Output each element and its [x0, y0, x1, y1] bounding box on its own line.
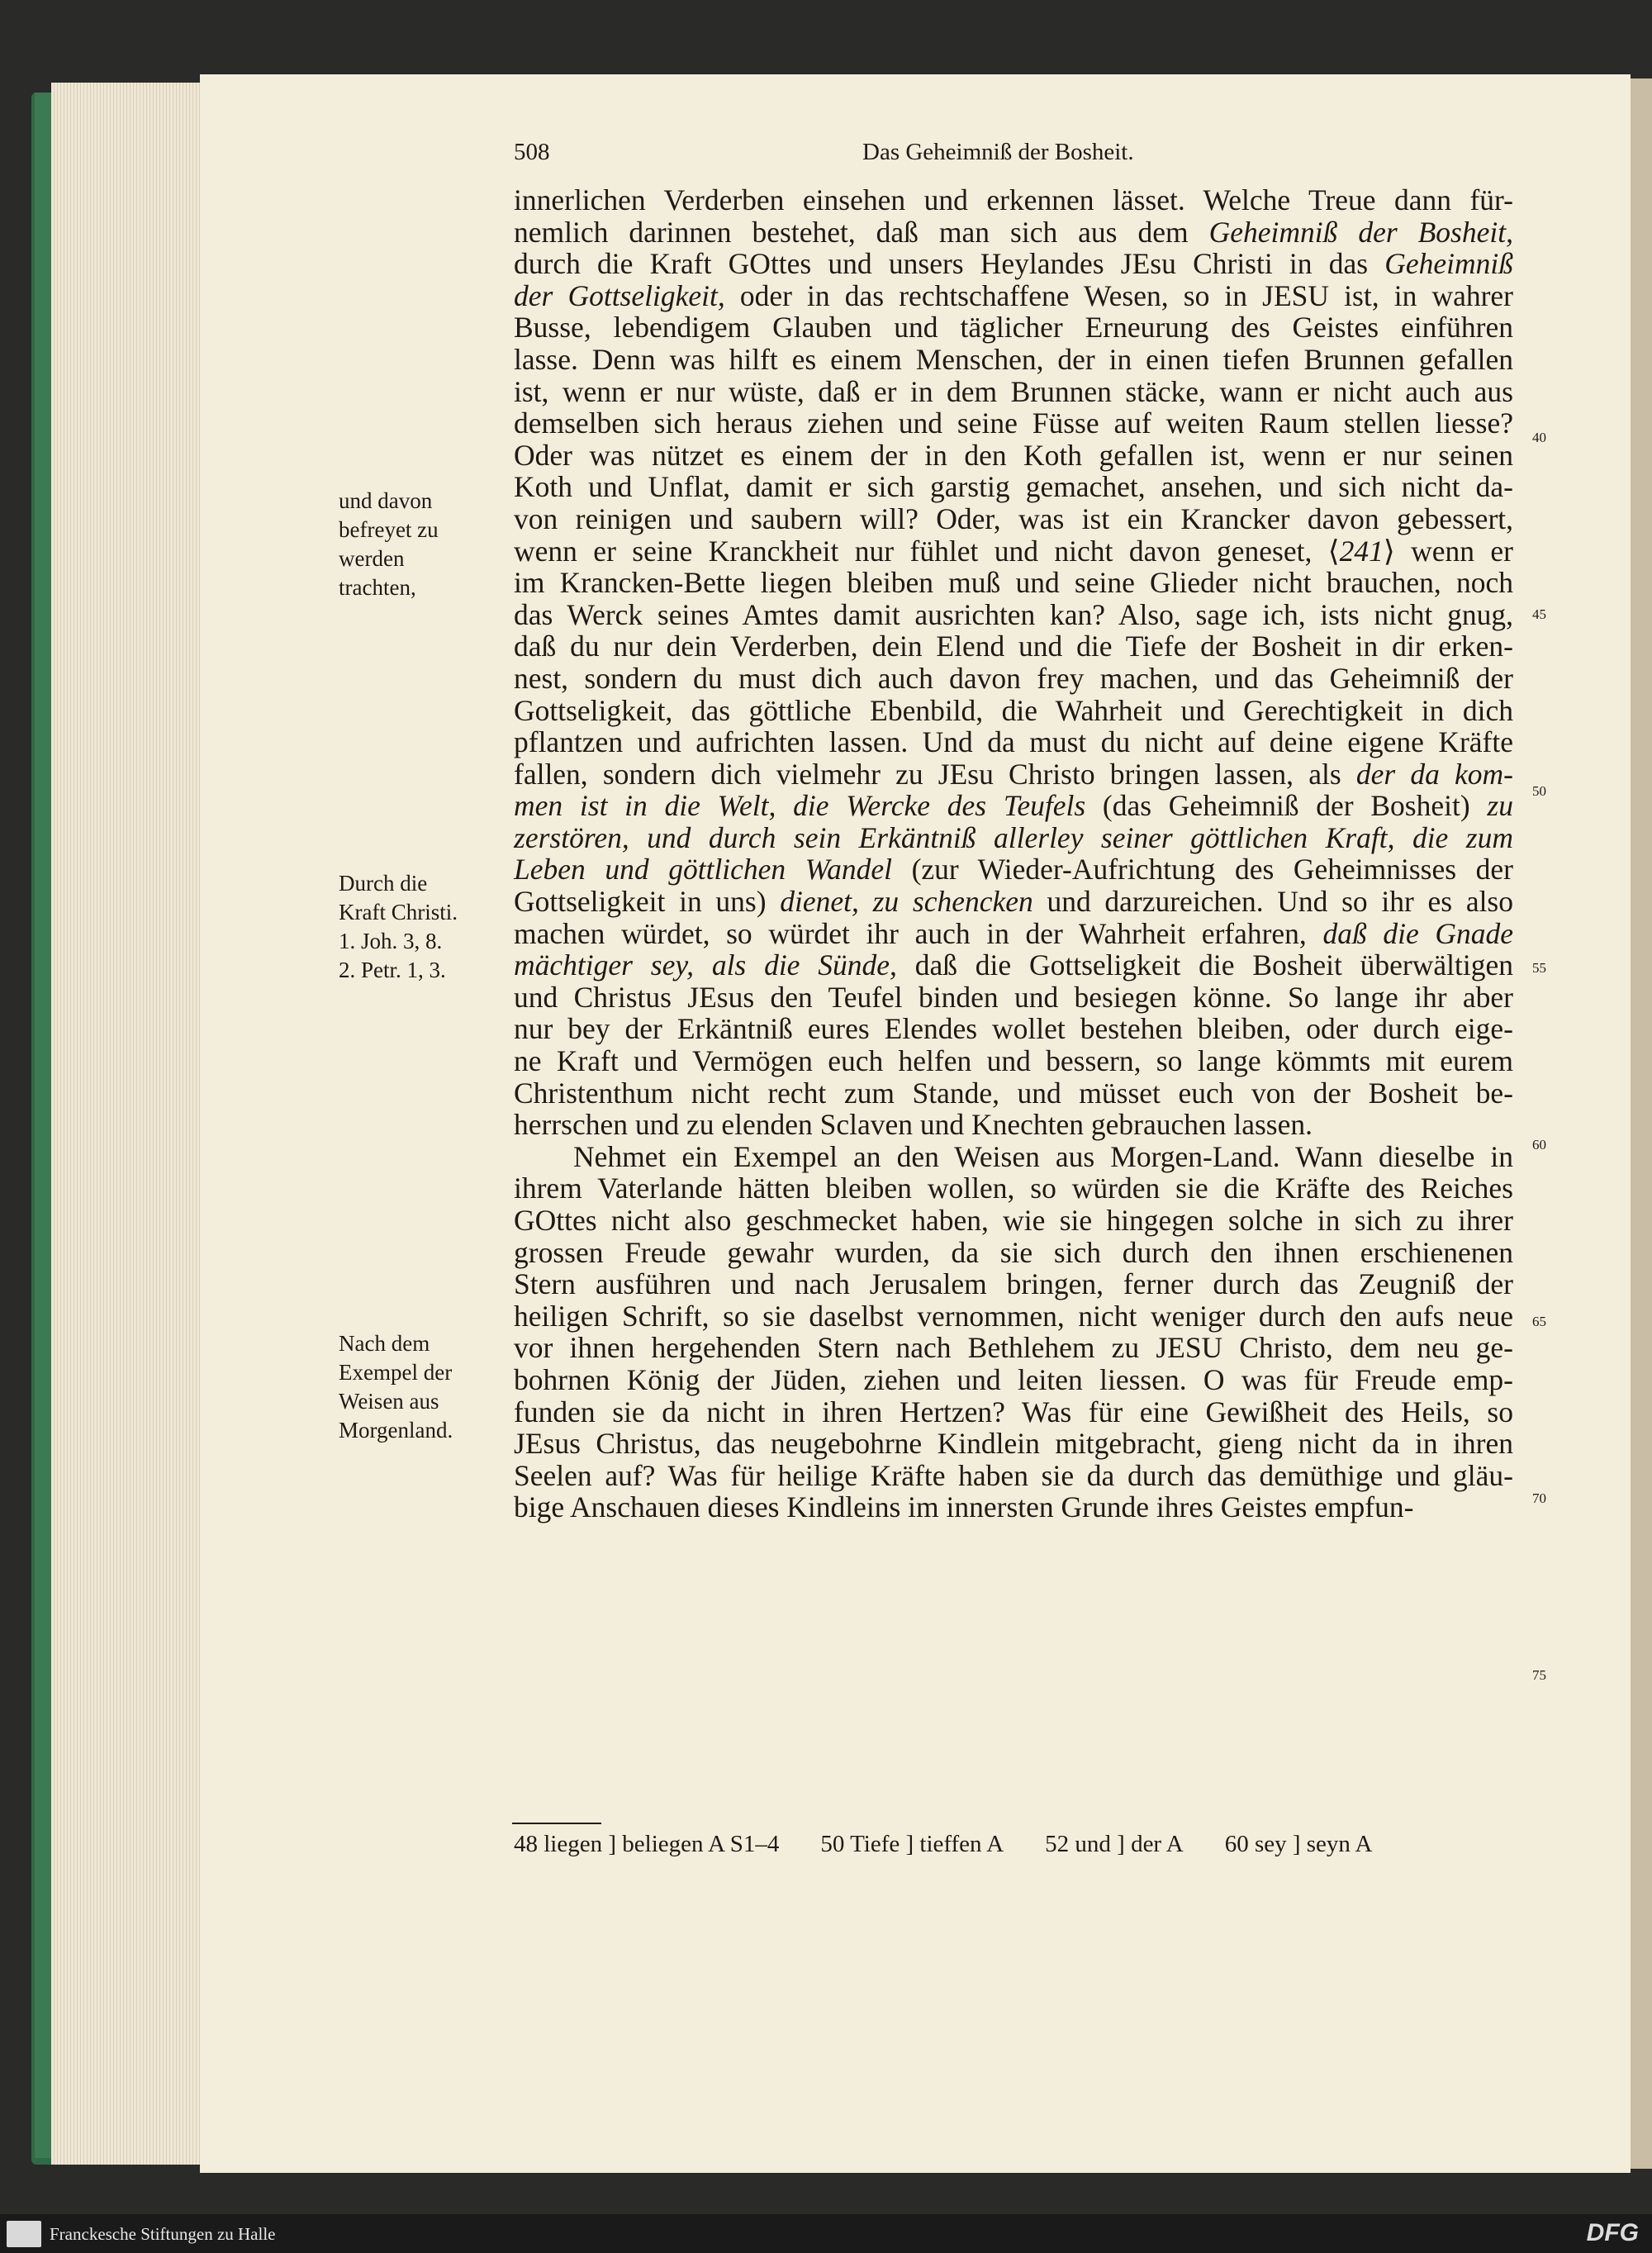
text-line: Stern ausführen und nach Jerusalem bringen, ferner durch das Zeugniß der	[514, 1267, 1513, 1301]
line-number: 65	[1532, 1314, 1546, 1329]
line-number: 40	[1532, 430, 1546, 445]
footnote-entry: 60 sey ] seyn A	[1224, 1831, 1373, 1857]
text-line: heiligen Schrift, so sie daselbst vernommen, nicht weniger durch den aufs neue	[514, 1299, 1513, 1333]
text-line: grossen Freude gewahr wurden, da sie sich durch den ihnen erschienenen	[514, 1235, 1513, 1269]
running-title: Das Geheimniß der Bosheit.	[862, 139, 1134, 165]
margin-note-line: Weisen aus	[339, 1389, 439, 1414]
text-line: GOttes nicht also geschmecket haben, wie sie hingegen solche in sich zu ihrer	[514, 1204, 1513, 1237]
line-number: 45	[1532, 606, 1546, 622]
text-line: bige Anschauen dieses Kindleins im innersten Grunde ihres Geistes empfun-	[514, 1490, 1414, 1524]
line-number: 55	[1532, 960, 1546, 976]
text-line: zerstören, und durch sein Erkäntniß allerley seiner göttlichen Kraft, die zum	[514, 820, 1513, 854]
text-line: funden sie da nicht in ihren Hertzen? Was für eine Gewißheit des Heils, so	[514, 1395, 1513, 1428]
text-line: nemlich darinnen bestehet, daß man sich aus dem Geheimniß der Bosheit,	[514, 215, 1513, 249]
text-line: vor ihnen hergehenden Stern nach Bethlehem zu JESU Christo, dem neu ge-	[514, 1331, 1513, 1365]
page-number: 508	[514, 139, 550, 165]
text-line: von reinigen und saubern will? Oder, was ist ein Krancker davon gebessert,	[514, 501, 1513, 535]
text-line: Oder was nützet es einem der in den Koth gefallen ist, wenn er nur seinen	[514, 438, 1513, 472]
text-line: Leben und göttlichen Wandel (zur Wieder-Aufrichtung des Geheimnisses der	[514, 853, 1513, 886]
main-text-block	[514, 184, 1513, 1523]
text-line: bohrnen König der Jüden, ziehen und leiten liessen. O was für Freude emp-	[514, 1362, 1513, 1396]
text-line: JEsus Christus, das neugebohrne Kindlein mitgebracht, gieng nicht da in ihren	[514, 1427, 1513, 1461]
text-line: wenn er seine Kranckheit nur fühlet und nicht davon geneset, ⟨241⟩ wenn er	[514, 534, 1514, 568]
running-head	[514, 139, 1513, 172]
text-line: herrschen und zu elenden Sclaven und Knechten gebrauchen lassen.	[514, 1108, 1313, 1142]
institution-logo-icon	[7, 2221, 41, 2247]
margin-note-line: 1. Joh. 3, 8.	[339, 929, 443, 953]
text-line: mächtiger sey, als die Sünde, daß die Gottseligkeit die Bosheit überwältigen	[514, 948, 1513, 982]
line-number: 50	[1532, 783, 1546, 799]
footnote-entry: 52 und ] der A	[1045, 1831, 1184, 1857]
text-line: daß du nur dein Verderben, dein Elend und die Tiefe der Bosheit in dir erken-	[514, 630, 1513, 663]
margin-note-line: Exempel der	[339, 1360, 453, 1385]
line-number: 75	[1532, 1667, 1546, 1683]
text-line: durch die Kraft GOttes und unsers Heylandes JEsu Christi in das Geheimniß	[514, 247, 1513, 281]
margin-note-line: und davon	[339, 488, 433, 513]
text-line: Busse, lebendigem Glauben und täglicher Erneurung des Geistes einführen	[514, 311, 1513, 345]
text-line: ihrem Vaterlande hätten bleiben wollen, so würden sie die Kräfte des Reiches	[514, 1172, 1513, 1205]
margin-note-line: Kraft Christi.	[339, 900, 458, 924]
footnote-entry: 50 Tiefe ] tieffen A	[820, 1831, 1004, 1857]
text-line: fallen, sondern dich vielmehr zu JEsu Christo bringen lassen, als der da kom-	[514, 757, 1513, 791]
text-line: nest, sondern du must dich auch davon frey machen, und das Geheimniß der	[514, 661, 1513, 695]
institution-name: Franckesche Stiftungen zu Halle	[50, 2224, 276, 2244]
text-line: men ist in die Welt, die Wercke des Teufels (das Geheimniß der Bosheit) zu	[514, 789, 1513, 823]
dfg-logo: DFG	[1586, 2219, 1639, 2246]
text-line: Christenthum nicht recht zum Stande, und müsset euch von der Bosheit be-	[514, 1076, 1513, 1110]
critical-apparatus	[514, 1831, 1513, 1858]
text-line: im Krancken-Bette liegen bleiben muß und seine Glieder nicht brauchen, noch	[514, 566, 1513, 600]
text-line: Nehmet ein Exempel an den Weisen aus Morgen-Land. Wann dieselbe in	[573, 1139, 1513, 1173]
text-line: das Werck seines Amtes damit ausrichten kan? Also, sage ich, ists nicht gnug,	[514, 597, 1513, 631]
text-line: demselben sich heraus ziehen und seine Füsse auf weiten Raum stellen liesse?	[514, 406, 1513, 440]
margin-note-line: Durch die	[339, 871, 428, 896]
text-line: lasse. Denn was hilft es einem Menschen, der in einen tiefen Brunnen gefallen	[514, 342, 1513, 376]
text-line: nur bey der Erkäntniß eures Elendes wollet bestehen bleiben, oder durch eige-	[514, 1012, 1513, 1046]
text-line: und Christus JEsus den Teufel binden und besiegen könne. So lange ihr aber	[514, 980, 1513, 1014]
margin-note-line: befreyet zu	[339, 517, 439, 542]
margin-note-line: werden	[339, 546, 405, 571]
footnote-rule	[512, 1823, 601, 1824]
footnote-entry: 48 liegen ] beliegen A S1–4	[514, 1831, 780, 1857]
text-line: Seelen auf? Was für heilige Kräfte haben sie da durch das demüthige und gläu-	[514, 1458, 1513, 1492]
text-line: ist, wenn er nur wüste, daß er in dem Brunnen stäcke, wann er nicht auch aus	[514, 374, 1513, 408]
page-stack-edge	[51, 83, 200, 2165]
text-line: Gottseligkeit in uns) dienet, zu schencken und darzureichen. Und so ihr es also	[514, 885, 1514, 919]
line-number: 70	[1532, 1490, 1546, 1506]
text-line: machen würdet, so würdet ihr auch in der Wahrheit erfahren, daß die Gnade	[514, 916, 1513, 950]
margin-note-line: Morgenland.	[339, 1418, 453, 1443]
text-line: ne Kraft und Vermögen euch helfen und bessern, so lange kömmts mit eurem	[514, 1044, 1513, 1078]
text-line: der Gottseligkeit, oder in das rechtschaffene Wesen, so in JESU ist, in wahrer	[514, 278, 1513, 312]
line-number: 60	[1532, 1137, 1546, 1153]
margin-note-line: trachten,	[339, 575, 416, 600]
text-line: pflantzen und aufrichten lassen. Und da must du nicht auf deine eigene Kräfte	[514, 725, 1513, 759]
text-line: Koth und Unflat, damit er sich garstig gemachet, ansehen, und sich nicht da-	[514, 470, 1513, 504]
text-line: Gottseligkeit, das göttliche Ebenbild, die Wahrheit und Gerechtigkeit in dich	[514, 693, 1513, 727]
margin-note-line: 2. Petr. 1, 3.	[339, 958, 446, 982]
margin-note-line: Nach dem	[339, 1331, 430, 1356]
text-line: innerlichen Verderben einsehen und erkennen lässet. Welche Treue dann für-	[514, 183, 1513, 216]
